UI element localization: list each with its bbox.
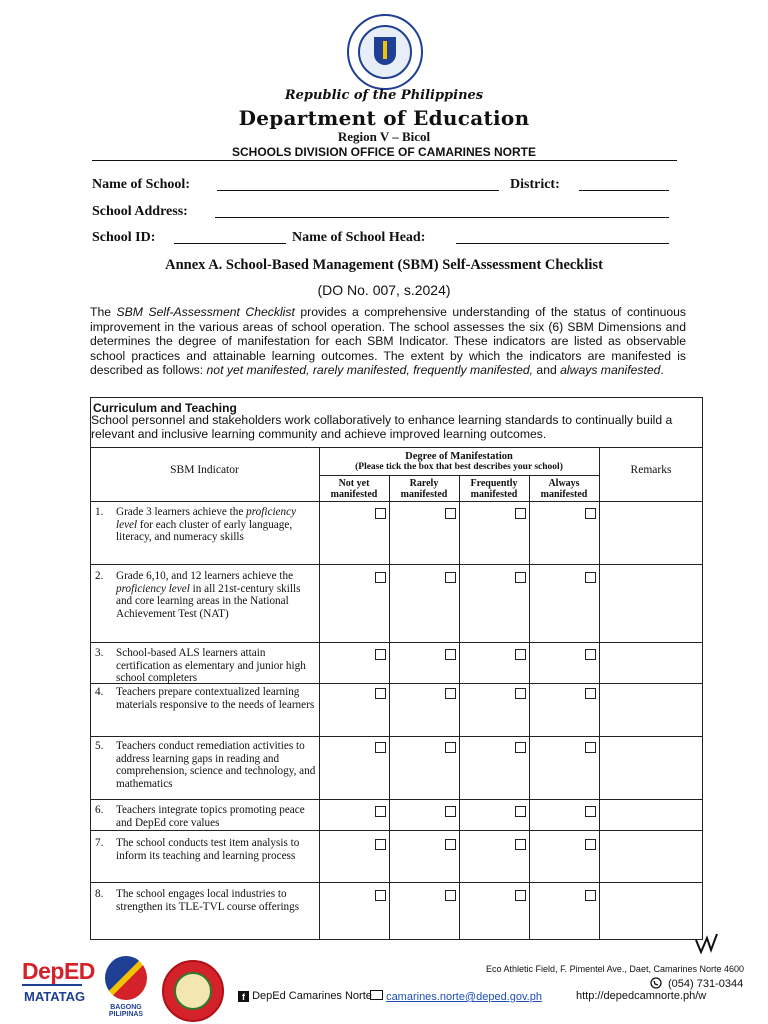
- row-2-indicator: Grade 6,10, and 12 learners achieve the proficiency level in all 21st-century skills and core learning areas in the National Achievement Test (NAT): [116, 570, 301, 620]
- row-8-indicator: The school engages local industries to strengthen its TLE-TVL course offerings: [116, 888, 300, 913]
- checkbox-row2-always[interactable]: [585, 572, 596, 583]
- school-head-label: Name of School Head:: [292, 230, 426, 245]
- header-divider: [92, 160, 677, 161]
- checkbox-row4-always[interactable]: [585, 688, 596, 699]
- checkbox-row8-frequently[interactable]: [515, 890, 526, 901]
- row-5-indicator: Teachers conduct remediation activities to address learning gaps in reading and comprehension, science and technology, and mathematics: [116, 740, 316, 790]
- section-title: Curriculum and Teaching: [93, 401, 237, 415]
- checkbox-row4-not-yet[interactable]: [375, 688, 386, 699]
- signature-mark: [693, 932, 723, 956]
- checkbox-row7-rarely[interactable]: [445, 839, 456, 850]
- checkbox-row6-frequently[interactable]: [515, 806, 526, 817]
- checkbox-row5-rarely[interactable]: [445, 742, 456, 753]
- level-rarely: Rarely manifested: [400, 478, 448, 500]
- facebook-icon: f: [238, 991, 249, 1002]
- row-5-number: 5.: [95, 740, 104, 752]
- do-number: (DO No. 007, s.2024): [317, 282, 451, 298]
- footer-facebook[interactable]: f DepEd Camarines Norte: [238, 990, 372, 1002]
- intro-paragraph: The SBM Self-Assessment Checklist provides a comprehensive understanding of the status of continuous improvement in the various areas of school operation. The school assesses the six (6) SBM Dimensions and determines the degree of manifestation for each SBM Indicator. These indicators are listed as observable school practices and attainable learning outcomes. The extent by which the indicators are manifested is described as follows: not yet manifested, rarely manifested, frequently manifested, and always manifested.: [90, 305, 687, 378]
- checkbox-row3-rarely[interactable]: [445, 649, 456, 660]
- section-description: School personnel and stakeholders work collaboratively to enhance learning standards to continually build a relevant and inclusive learning community and achieve improved learning outcomes.: [91, 413, 673, 441]
- checkbox-row1-rarely[interactable]: [445, 508, 456, 519]
- school-name-label: Name of School:: [92, 177, 190, 192]
- school-id-field[interactable]: [174, 243, 286, 244]
- checkbox-row5-frequently[interactable]: [515, 742, 526, 753]
- row-3-number: 3.: [95, 647, 104, 659]
- school-name-field[interactable]: [217, 190, 499, 191]
- department-heading: Department of Education: [238, 106, 530, 130]
- school-address-field[interactable]: [215, 217, 669, 218]
- row-2-number: 2.: [95, 570, 104, 582]
- row-7-number: 7.: [95, 837, 104, 849]
- checkbox-row1-not-yet[interactable]: [375, 508, 386, 519]
- checkbox-row5-always[interactable]: [585, 742, 596, 753]
- division-heading: SCHOOLS DIVISION OFFICE OF CAMARINES NORTE: [231, 145, 536, 159]
- footer-phone: (054) 731-0344: [650, 974, 743, 992]
- checkbox-row7-frequently[interactable]: [515, 839, 526, 850]
- row-6-indicator: Teachers integrate topics promoting peace and DepEd core values: [116, 804, 305, 829]
- checkbox-row3-always[interactable]: [585, 649, 596, 660]
- checkbox-row2-rarely[interactable]: [445, 572, 456, 583]
- row-7-indicator: The school conducts test item analysis to inform its teaching and learning process: [116, 837, 300, 862]
- col-remarks: Remarks: [630, 464, 672, 476]
- checkbox-row8-always[interactable]: [585, 890, 596, 901]
- footer-website[interactable]: http://depedcamnorte.ph/w: [576, 990, 707, 1002]
- level-always: Always manifested: [540, 478, 588, 500]
- row-1-number: 1.: [95, 506, 104, 518]
- checkbox-row6-always[interactable]: [585, 806, 596, 817]
- district-label: District:: [510, 177, 560, 192]
- sdo-camarines-norte-seal: [162, 960, 224, 1022]
- footer-email[interactable]: camarines.norte@deped.gov.ph: [370, 990, 542, 1003]
- footer-address: Eco Athletic Field, F. Pimentel Ave., Daet, Camarines Norte 4600: [486, 964, 744, 974]
- checkbox-row2-not-yet[interactable]: [375, 572, 386, 583]
- school-id-label: School ID:: [92, 230, 156, 245]
- checkbox-row6-not-yet[interactable]: [375, 806, 386, 817]
- deped-matatag-logo: DepED MATATAG: [22, 958, 95, 1004]
- row-3-indicator: School-based ALS learners attain certification as elementary and junior high school completers: [116, 647, 306, 685]
- level-not-yet: Not yet manifested: [330, 478, 378, 500]
- row-1-indicator: Grade 3 learners achieve the proficiency level for each cluster of early language, literacy, and numeracy skills: [116, 506, 297, 544]
- school-head-field[interactable]: [456, 243, 669, 244]
- col-sbm-indicator: SBM Indicator: [170, 464, 239, 476]
- phone-icon: [650, 977, 662, 989]
- checkbox-row2-frequently[interactable]: [515, 572, 526, 583]
- checkbox-row3-not-yet[interactable]: [375, 649, 386, 660]
- checkbox-row3-frequently[interactable]: [515, 649, 526, 660]
- row-8-number: 8.: [95, 888, 104, 900]
- row-4-number: 4.: [95, 686, 104, 698]
- region-heading: Region V – Bicol: [337, 129, 431, 144]
- checkbox-row8-not-yet[interactable]: [375, 890, 386, 901]
- bagong-pilipinas-logo: BAGONG PILIPINAS: [97, 952, 155, 1016]
- checkbox-row7-always[interactable]: [585, 839, 596, 850]
- row-4-indicator: Teachers prepare contextualized learning materials responsive to the needs of learners: [116, 686, 315, 711]
- col-degree-of-manifestation: Degree of Manifestation: [405, 451, 513, 462]
- mail-icon: [370, 990, 383, 1000]
- checkbox-row6-rarely[interactable]: [445, 806, 456, 817]
- col-degree-note: (Please tick the box that best describes your school): [355, 462, 563, 472]
- checkbox-row4-rarely[interactable]: [445, 688, 456, 699]
- district-field[interactable]: [579, 190, 669, 191]
- row-6-number: 6.: [95, 804, 104, 816]
- checkbox-row7-not-yet[interactable]: [375, 839, 386, 850]
- checkbox-row5-not-yet[interactable]: [375, 742, 386, 753]
- annex-title: Annex A. School-Based Management (SBM) Self-Assessment Checklist: [165, 257, 603, 273]
- republic-heading: Republic of the Philippines: [284, 88, 484, 103]
- checkbox-row1-always[interactable]: [585, 508, 596, 519]
- level-frequently: Frequently manifested: [470, 478, 518, 500]
- checkbox-row4-frequently[interactable]: [515, 688, 526, 699]
- deped-seal-logo: [347, 14, 423, 90]
- school-address-label: School Address:: [92, 204, 188, 219]
- checkbox-row1-frequently[interactable]: [515, 508, 526, 519]
- checkbox-row8-rarely[interactable]: [445, 890, 456, 901]
